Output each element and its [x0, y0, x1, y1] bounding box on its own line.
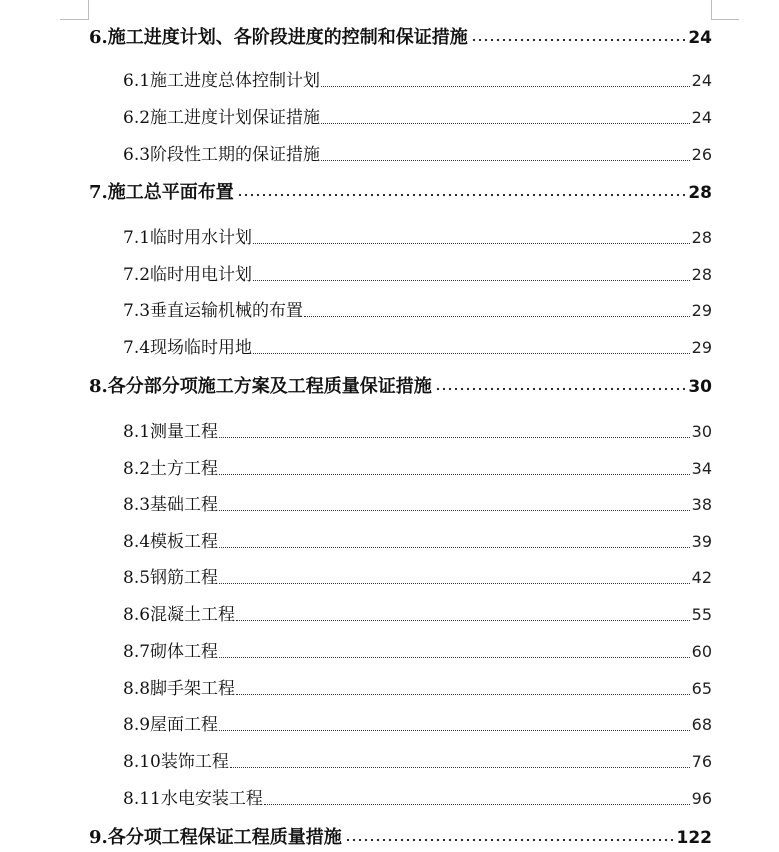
toc-entry-label: 7.1临时用水计划: [123, 228, 253, 248]
toc-entry[interactable]: [123, 263, 712, 287]
toc-leader-dots: [253, 279, 690, 281]
toc-leader-dots: [321, 159, 690, 161]
toc-page-number: 28: [691, 228, 712, 247]
toc-leader-dots: [236, 693, 690, 695]
toc-entry[interactable]: [89, 26, 712, 50]
toc-leader-dots: [321, 85, 690, 87]
toc-entry[interactable]: [123, 69, 712, 93]
toc-entry[interactable]: [123, 603, 712, 627]
toc-entry-label: 6.2施工进度计划保证措施: [123, 108, 321, 128]
toc-page-number: 42: [691, 568, 712, 587]
toc-entry[interactable]: [89, 181, 712, 205]
toc-entry[interactable]: [123, 566, 712, 590]
toc-entry-label: 8.10装饰工程: [123, 752, 229, 772]
toc-page-number: 28: [688, 183, 712, 203]
toc-leader-dots: [236, 619, 690, 621]
toc-leader-dots: [219, 729, 690, 731]
toc-page-number: 76: [691, 752, 712, 771]
toc-leader-dots: [219, 473, 690, 475]
toc-leader-dots: [264, 803, 690, 805]
toc-entry-label: 8.4模板工程: [123, 532, 219, 552]
toc-entry-label: 7.4现场临时用地: [123, 338, 253, 358]
toc-entry[interactable]: [89, 826, 712, 850]
toc-entry-label: 8.各分部分项施工方案及工程质量保证措施: [89, 376, 432, 397]
toc-page-number: 38: [691, 495, 712, 514]
toc-entry-label: 9.各分项工程保证工程质量措施: [89, 827, 342, 848]
toc-leader-dots: [219, 509, 690, 511]
toc-entry[interactable]: [123, 299, 712, 323]
toc-page-number: 29: [691, 338, 712, 357]
toc-entry[interactable]: [123, 530, 712, 554]
page-corner-mark-right: [711, 0, 739, 20]
toc-leader-dots: [219, 582, 690, 584]
toc-page-number: 55: [691, 605, 712, 624]
toc-page-number: 28: [691, 265, 712, 284]
toc-leader-dots: [237, 193, 686, 197]
toc-page-number: 29: [691, 301, 712, 320]
toc-page-number: 26: [691, 145, 712, 164]
toc-leader-dots: [321, 122, 690, 124]
toc-entry-label: 8.9屋面工程: [123, 715, 219, 735]
toc-page-number: 24: [688, 28, 712, 48]
toc-page-number: 30: [691, 422, 712, 441]
toc-entry[interactable]: [123, 336, 712, 360]
toc-entry-label: 8.11水电安装工程: [123, 789, 263, 809]
toc-leader-dots: [304, 315, 690, 317]
toc-entry[interactable]: [123, 106, 712, 130]
toc-entry-label: 8.2土方工程: [123, 459, 219, 479]
toc-page-number: 68: [691, 715, 712, 734]
toc-leader-dots: [253, 352, 690, 354]
toc-entry-label: 8.1测量工程: [123, 422, 219, 442]
toc-page-number: 24: [691, 108, 712, 127]
toc-entry[interactable]: [89, 375, 712, 399]
toc-entry-label: 8.6混凝土工程: [123, 605, 236, 625]
toc-entry[interactable]: [123, 226, 712, 250]
toc-page-number: 39: [691, 532, 712, 551]
toc-entry-label: 8.5钢筋工程: [123, 568, 219, 588]
toc-entry-label: 7.3垂直运输机械的布置: [123, 301, 304, 321]
toc-leader-dots: [435, 387, 686, 391]
toc-leader-dots: [219, 656, 690, 658]
toc-entry-label: 8.8脚手架工程: [123, 679, 236, 699]
toc-entry[interactable]: [123, 640, 712, 664]
toc-page-number: 60: [691, 642, 712, 661]
toc-entry[interactable]: [123, 750, 712, 774]
toc-entry[interactable]: [123, 143, 712, 167]
toc-page-number: 122: [676, 828, 712, 848]
toc-entry-label: 7.2临时用电计划: [123, 265, 253, 285]
toc-page-number: 24: [691, 71, 712, 90]
toc-page-number: 96: [691, 789, 712, 808]
toc-page-number: 30: [688, 377, 712, 397]
toc-entry-label: 8.3基础工程: [123, 495, 219, 515]
toc-entry-label: 6.3阶段性工期的保证措施: [123, 145, 321, 165]
toc-leader-dots: [345, 838, 674, 842]
toc-entry-label: 6.1施工进度总体控制计划: [123, 71, 321, 91]
toc-entry-label: 6.施工进度计划、各阶段进度的控制和保证措施: [89, 27, 468, 48]
toc-entry[interactable]: [123, 787, 712, 811]
toc-entry[interactable]: [123, 677, 712, 701]
toc-leader-dots: [219, 546, 690, 548]
toc-entry[interactable]: [123, 420, 712, 444]
toc-entry-label: 8.7砌体工程: [123, 642, 219, 662]
toc-leader-dots: [253, 242, 690, 244]
page-corner-mark-left: [60, 0, 89, 20]
toc-page-number: 34: [691, 459, 712, 478]
toc-page-number: 65: [691, 679, 712, 698]
toc-entry[interactable]: [123, 713, 712, 737]
toc-entry-label: 7.施工总平面布置: [89, 182, 234, 203]
toc-leader-dots: [471, 38, 686, 42]
toc-entry[interactable]: [123, 457, 712, 481]
toc-leader-dots: [219, 436, 690, 438]
toc-leader-dots: [230, 766, 690, 768]
toc-entry[interactable]: [123, 493, 712, 517]
